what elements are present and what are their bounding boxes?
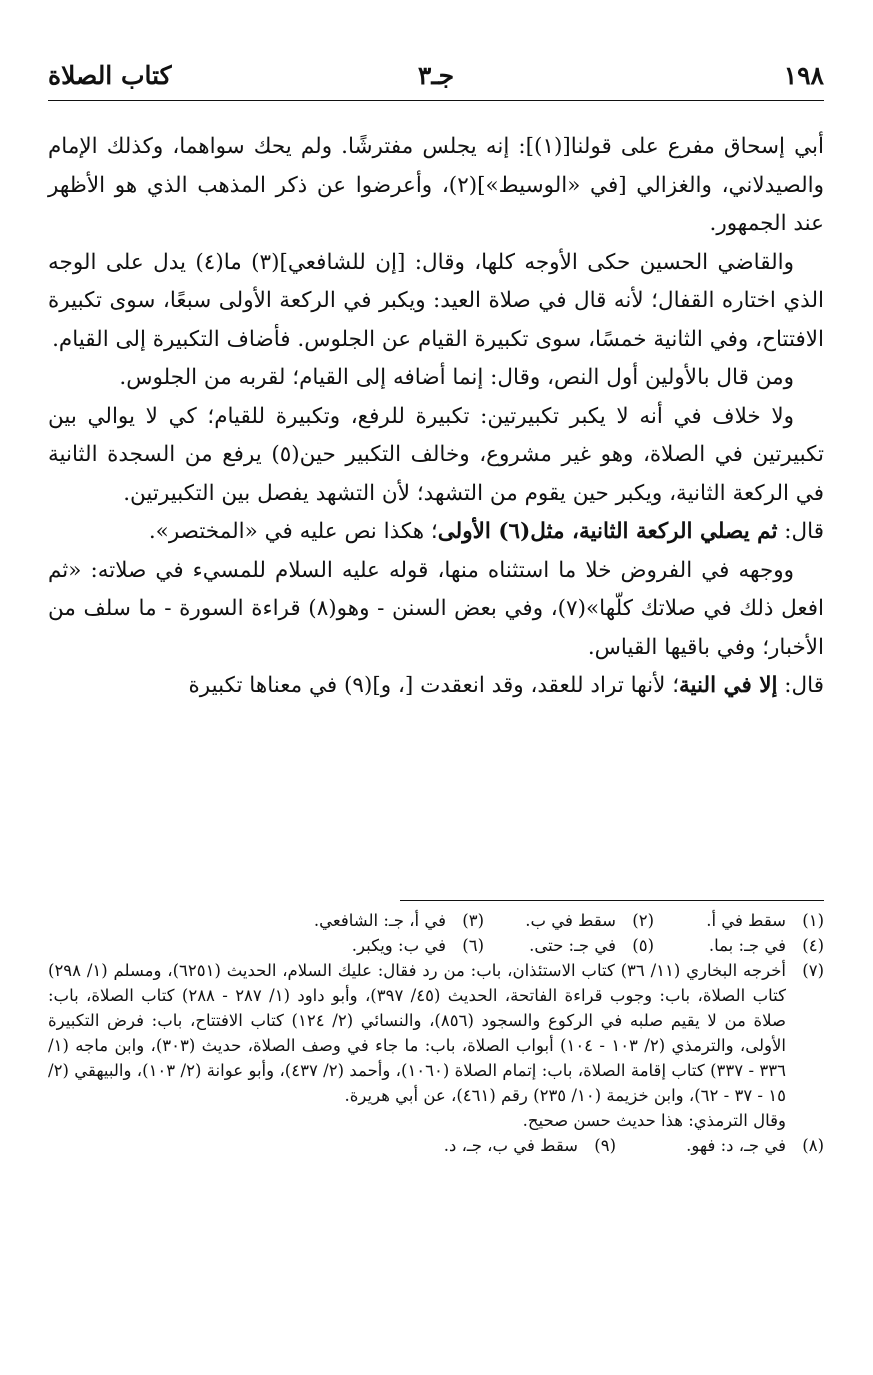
footnote-2: (٢) سقط في ب.: [525, 911, 654, 930]
footnote-3: (٣) في أ، جـ: الشافعي.: [313, 911, 484, 930]
footnote-9-number: (٩): [594, 1136, 616, 1155]
footnote-7-number: (٧): [802, 961, 824, 980]
footnote-5: (٥) في جـ: حتى.: [529, 936, 654, 955]
footnote-7: [48, 958, 824, 1133]
main-text: [48, 128, 824, 706]
paragraph-5: [48, 513, 824, 552]
footnote-9-text: سقط في ب، جـ، د.: [443, 1136, 578, 1155]
page-number: ١٩٨: [783, 61, 824, 90]
footnote-row: [48, 908, 824, 933]
paragraph-5-intro: قال:: [777, 519, 824, 544]
paragraph-5-matn: ثم يصلي الركعة الثانية، مثل(٦) الأولى: [437, 519, 778, 544]
paragraph-6: ووجهه في الفروض خلا ما استثناه منها، قوله عليه السلام للمسيء في صلاته: «ثم افعل ذلك في صلاتك كلّها»(٧)، وفي بعض السنن - وهو(٨) قراءة السورة - ما سلف من الأخبار؛ وفي باقيها القياس.: [48, 557, 825, 660]
paragraph-1: أبي إسحاق مفرع على قولنا[(١)]: إنه يجلس مفترشًا. ولم يحك سواهما، وكذلك الإمام والصيدلاني، والغزالي [في «الوسيط»](٢)، وأعرضوا عن ذكر المذهب الذي هو الأظهر عند الجمهور.: [48, 134, 824, 236]
footnote-8-number: (٨): [802, 1136, 824, 1155]
book-title: كتاب الصلاة: [48, 61, 172, 90]
paragraph-3: ومن قال بالأولين أول النص، وقال: إنما أضافه إلى القيام؛ لقربه من الجلوس.: [119, 365, 794, 390]
footnote-8-text: في جـ، د: فهو.: [686, 1136, 786, 1155]
header-rule: [48, 100, 824, 101]
footnotes: [48, 908, 824, 1158]
paragraph-7-rest: ؛ لأنها تراد للعقد، وقد انعقدت [، و](٩) في معناها تكبيرة: [188, 673, 680, 698]
volume-label: جـ٣: [417, 61, 455, 90]
paragraph-2: والقاضي الحسين حكى الأوجه كلها، وقال: [إن للشافعي](٣) ما(٤) يدل على الوجه الذي اختاره القفال؛ لأنه قال في صلاة العيد: ويكبر في الركعة الأولى سبعًا، سوى تكبيرة الافتتاح، وفي الثانية خمسًا، سوى تكبيرة القيام عن الجلوس. فأضاف التكبيرة إلى القيام.: [48, 249, 824, 352]
paragraph-7: [48, 667, 824, 706]
footnote-row: [48, 933, 824, 958]
running-header: [48, 58, 824, 98]
paragraph-7-matn: إلا في النية: [679, 673, 778, 698]
footnote-separator: [400, 900, 824, 901]
footnote-row: [48, 1133, 824, 1158]
footnote-4: (٤) في جـ: بما.: [708, 936, 824, 955]
paragraph-7-intro: قال:: [777, 673, 824, 698]
footnote-1: (١) سقط في أ.: [706, 911, 824, 930]
footnote-7-extra: وقال الترمذي: هذا حديث حسن صحيح.: [522, 1111, 786, 1130]
footnote-7-text: أخرجه البخاري (١١/ ٣٦) كتاب الاستئذان، باب: من رد فقال: عليك السلام، الحديث (٦٢٥١)، ومسلم (١/ ٢٩٨) كتاب الصلاة، باب: وجوب قراءة الفاتحة، الحديث (٤٥/ ٣٩٧)، وأبو داود (١/ ٢٨٧ - ٢٨٨) كتاب الصلاة، باب: صلاة من لا يقيم صلبه في الركوع والسجود (٨٥٦)، والنسائي (٢/ ١٢٤) كتاب الافتتاح، باب: فرض التكبيرة الأولى، والترمذي (٢/ ١٠٣ - ١٠٤) أبواب الصلاة، باب: ما جاء في وصف الصلاة، حديث (٣٠٣)، وابن ماجه (١/ ٣٣٦ - ٣٣٧) كتاب إقامة الصلاة، باب: إتمام الصلاة (١٠٦٠)، وأحمد (٢/ ٤٣٧)، وأبو عوانة (٢/ ١٠٣)، والبيهقي (٢/ ١٥ - ٣٧ - ٦٢)، وابن خزيمة (١٠/ ٢٣٥) رقم (٤٦١)، عن أبي هريرة.: [48, 961, 786, 1105]
paragraph-5-rest: ؛ هكذا نص عليه في «المختصر».: [148, 519, 438, 544]
footnote-6: (٦) في ب: ويكبر.: [351, 936, 484, 955]
paragraph-4: ولا خلاف في أنه لا يكبر تكبيرتين: تكبيرة للرفع، وتكبيرة للقيام؛ كي لا يوالي بين تكبيرتين في الصلاة، وهو غير مشروع، وخالف التكبير حين(٥) يرفع من السجدة الثانية في الركعة الثانية، ويكبر حين يقوم من التشهد؛ لأن التشهد يفصل بين التكبيرتين.: [48, 403, 824, 506]
